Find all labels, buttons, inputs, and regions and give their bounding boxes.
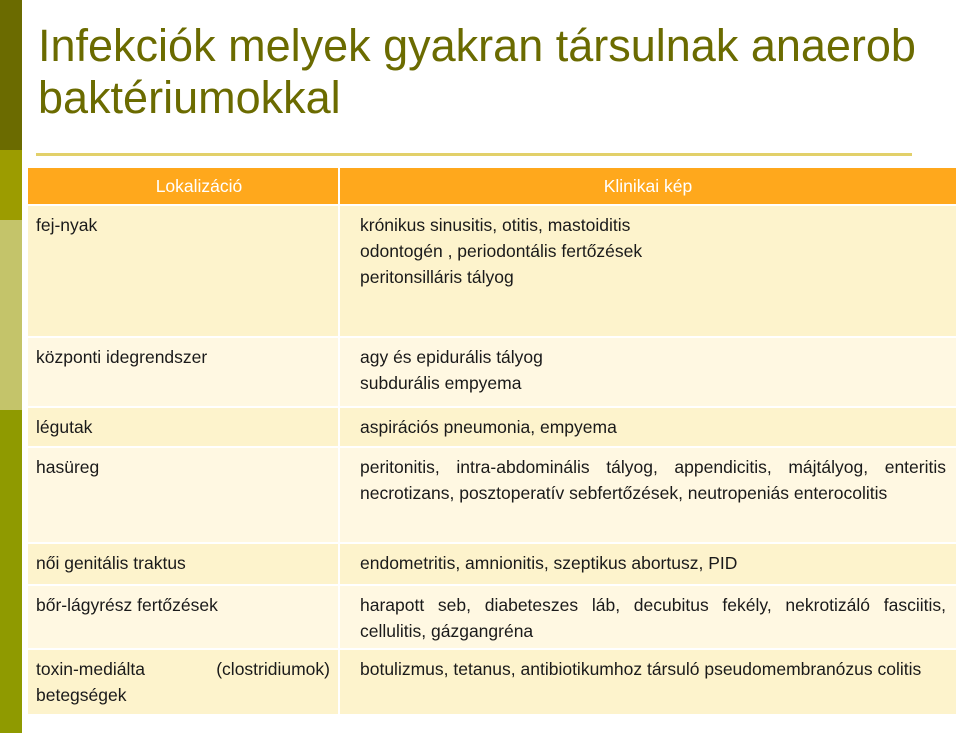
clinical-cell <box>340 408 958 448</box>
table-row <box>28 338 958 408</box>
clinical-cell <box>340 586 958 650</box>
table-row <box>28 650 958 716</box>
location-cell: központi idegrendszer <box>28 338 340 408</box>
clinical-text: harapott seb, diabeteszes láb, decubitus fekély, nekrotizáló fasciitis, cellulitis, gázgangréna <box>360 595 946 641</box>
clinical-cell <box>340 448 958 544</box>
page-title: Infekciók melyek gyakran társulnak anaerob baktériumokkal <box>38 20 916 123</box>
column-header-location: Lokalizáció <box>28 168 340 206</box>
clinical-text: botulizmus, tetanus, antibiotikumhoz társuló pseudomembranózus colitis <box>360 659 922 679</box>
decor-bar-top <box>0 0 22 150</box>
table-row <box>28 448 958 544</box>
table-row <box>28 408 958 448</box>
table-header-row <box>28 168 958 206</box>
location-cell: hasüreg <box>28 448 340 544</box>
table-row <box>28 544 958 586</box>
clinical-cell <box>340 206 958 338</box>
clinical-line: aspirációs pneumonia, empyema <box>360 417 617 437</box>
decor-bar-bottom <box>0 410 22 733</box>
table-row <box>28 586 958 650</box>
decor-bar-2 <box>0 150 22 220</box>
title-divider <box>36 153 912 156</box>
location-cell: női genitális traktus <box>28 544 340 586</box>
clinical-line: endometritis, amnionitis, szeptikus abortusz, PID <box>360 553 738 573</box>
column-header-clinical: Klinikai kép <box>340 168 958 206</box>
location-cell: bőr-lágyrész fertőzések <box>28 586 340 650</box>
clinical-line: odontogén , periodontális fertőzések <box>360 241 643 261</box>
clinical-line: krónikus sinusitis, otitis, mastoiditis <box>360 215 631 235</box>
clinical-text: peritonitis, intra-abdominális tályog, appendicitis, májtályog, enteritis necrotizans, posztoperatív sebfertőzések, neutropeniás enterocolitis <box>360 457 946 503</box>
infection-table <box>28 168 958 716</box>
decor-bar-3 <box>0 220 22 410</box>
clinical-cell <box>340 544 958 586</box>
clinical-line: agy és epidurális tályog <box>360 347 543 367</box>
location-cell: fej-nyak <box>28 206 340 338</box>
clinical-line: peritonsilláris tályog <box>360 267 514 287</box>
clinical-cell <box>340 650 958 716</box>
clinical-cell <box>340 338 958 408</box>
location-cell: légutak <box>28 408 340 448</box>
location-cell: toxin-mediálta (clostridiumok) betegségek <box>28 650 340 716</box>
clinical-line: subdurális empyema <box>360 373 522 393</box>
table-row <box>28 206 958 338</box>
